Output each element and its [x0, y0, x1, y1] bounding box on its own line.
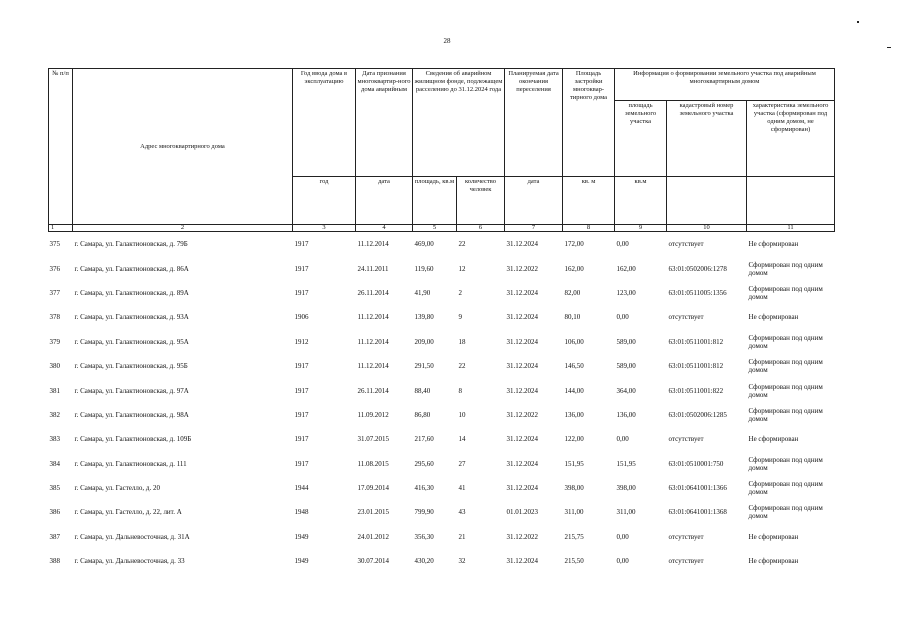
cadastral-number-cell: 63:01:0510001:750 [668, 459, 724, 468]
year-built-cell: 1917 [294, 410, 309, 419]
land-area-cell: 162,00 [616, 264, 636, 273]
emergency-housing-table [48, 68, 835, 573]
land-status-cell: Сформирован под одним домом [748, 406, 823, 423]
emergency-area-cell: 86,80 [414, 410, 431, 419]
land-area-cell: 0,00 [616, 240, 629, 249]
emergency-area-cell: 430,20 [414, 557, 434, 566]
address-cell: г. Самара, ул. Галактионовская, д. 89А [74, 288, 189, 297]
row-number: 380 [49, 362, 60, 371]
residents-count-cell: 32 [458, 557, 466, 566]
unit-people: количество человек [457, 177, 505, 225]
building-area-cell: 215,75 [564, 532, 584, 541]
residents-count-cell: 18 [458, 337, 466, 346]
column-number: 3 [293, 225, 356, 232]
building-area-cell: 122,00 [564, 435, 584, 444]
cadastral-number-cell: 63:01:0502006:1285 [668, 410, 727, 419]
emergency-area-cell: 217,60 [414, 435, 434, 444]
emergency-area-cell: 295,60 [414, 459, 434, 468]
row-number: 388 [49, 557, 60, 566]
building-area-cell: 172,00 [564, 240, 584, 249]
planned-date-cell: 31.12.2022 [506, 410, 539, 419]
building-area-cell: 311,00 [564, 508, 584, 517]
building-area-cell: 151,95 [564, 459, 584, 468]
header-land-status: характеристика земельного участка (сформирован под одним домом, не сформирован) [747, 101, 835, 177]
column-number: 9 [615, 225, 667, 232]
land-status-cell: Не сформирован [748, 313, 799, 322]
cadastral-number-cell: отсутствует [668, 435, 704, 444]
emergency-date-cell: 23.01.2015 [357, 508, 389, 517]
year-built-cell: 1912 [294, 337, 309, 346]
planned-date-cell: 31.12.2024 [506, 240, 539, 249]
year-built-cell: 1944 [294, 484, 309, 493]
row-number: 379 [49, 337, 60, 346]
emergency-date-cell: 11.12.2014 [357, 313, 389, 322]
emergency-date-cell: 11.12.2014 [357, 337, 389, 346]
land-area-cell: 311,00 [616, 508, 636, 517]
table-row [49, 378, 835, 402]
land-area-cell: 123,00 [616, 288, 636, 297]
table-row [49, 427, 835, 451]
emergency-area-cell: 88,40 [414, 386, 431, 395]
unit-date: дата [356, 177, 413, 225]
year-built-cell: 1917 [294, 362, 309, 371]
land-area-cell: 398,00 [616, 484, 636, 493]
land-area-cell: 0,00 [616, 313, 629, 322]
column-number: 1 [49, 225, 73, 232]
emergency-area-cell: 41,90 [414, 288, 431, 297]
table-row [49, 549, 835, 573]
building-area-cell: 144,00 [564, 386, 584, 395]
emergency-area-cell: 209,00 [414, 337, 434, 346]
address-cell: г. Самара, ул. Галактионовская, д. 79Б [74, 240, 188, 249]
address-cell: г. Самара, ул. Галактионовская, д. 86А [74, 264, 189, 273]
address-cell: г. Самара, ул. Галактионовская, д. 97А [74, 386, 189, 395]
land-status-cell: Сформирован под одним домом [748, 382, 823, 399]
land-area-cell: 364,00 [616, 386, 636, 395]
land-status-cell: Не сформирован [748, 240, 799, 249]
table-row [49, 500, 835, 524]
row-number: 384 [49, 459, 60, 468]
column-number: 11 [747, 225, 835, 232]
row-number: 383 [49, 435, 60, 444]
planned-date-cell: 31.12.2024 [506, 386, 539, 395]
year-built-cell: 1917 [294, 288, 309, 297]
column-number-row [49, 225, 835, 232]
table-row [49, 281, 835, 305]
table-row [49, 354, 835, 378]
address-cell: г. Самара, ул. Гастелло, д. 22, лит. А [74, 508, 182, 517]
residents-count-cell: 43 [458, 508, 466, 517]
table-row [49, 305, 835, 329]
year-built-cell: 1948 [294, 508, 309, 517]
address-cell: г. Самара, ул. Гастелло, д. 20 [74, 484, 160, 493]
unit-year: год [293, 177, 356, 225]
cadastral-number-cell: отсутствует [668, 557, 704, 566]
building-area-cell: 106,00 [564, 337, 584, 346]
planned-date-cell: 01.01.2023 [506, 508, 539, 517]
table-row [49, 476, 835, 500]
building-area-cell: 136,00 [564, 410, 584, 419]
address-cell: г. Самара, ул. Галактионовская, д. 109Б [74, 435, 192, 444]
table-row [49, 330, 835, 354]
land-status-cell: Сформирован под одним домом [748, 260, 823, 277]
building-area-cell: 398,00 [564, 484, 584, 493]
row-number: 377 [49, 288, 60, 297]
column-number: 10 [667, 225, 747, 232]
land-area-cell: 0,00 [616, 532, 629, 541]
year-built-cell: 1917 [294, 386, 309, 395]
planned-date-cell: 31.12.2024 [506, 362, 539, 371]
scan-speck [857, 21, 859, 23]
table-row [49, 452, 835, 476]
building-area-cell: 80,10 [564, 313, 581, 322]
land-area-cell: 0,00 [616, 435, 629, 444]
table-body [49, 232, 835, 574]
year-built-cell: 1949 [294, 532, 309, 541]
planned-date-cell: 31.12.2024 [506, 435, 539, 444]
emergency-area-cell: 416,30 [414, 484, 434, 493]
year-built-cell: 1917 [294, 459, 309, 468]
year-built-cell: 1917 [294, 240, 309, 249]
address-cell: г. Самара, ул. Галактионовская, д. 95Б [74, 362, 188, 371]
row-number: 378 [49, 313, 60, 322]
cadastral-number-cell: отсутствует [668, 240, 704, 249]
building-area-cell: 162,00 [564, 264, 584, 273]
emergency-date-cell: 26.11.2014 [357, 386, 389, 395]
emergency-area-cell: 119,60 [414, 264, 434, 273]
planned-date-cell: 31.12.2024 [506, 459, 539, 468]
planned-date-cell: 31.12.2024 [506, 337, 539, 346]
year-built-cell: 1917 [294, 435, 309, 444]
header-building-area: Площадь застройки многоквар-тирного дома [563, 69, 615, 177]
emergency-area-cell: 139,80 [414, 313, 434, 322]
cadastral-number-cell: 63:01:0502006:1278 [668, 264, 727, 273]
table-row [49, 403, 835, 427]
year-built-cell: 1906 [294, 313, 309, 322]
residents-count-cell: 12 [458, 264, 466, 273]
cadastral-number-cell: 63:01:0641001:1368 [668, 508, 727, 517]
land-area-cell: 589,00 [616, 337, 636, 346]
emergency-date-cell: 30.07.2014 [357, 557, 389, 566]
land-area-cell: 0,00 [616, 557, 629, 566]
row-number: 376 [49, 264, 60, 273]
page-number: 28 [443, 37, 451, 45]
land-status-cell: Не сформирован [748, 532, 799, 541]
planned-date-cell: 31.12.2024 [506, 313, 539, 322]
planned-date-cell: 31.12.2024 [506, 557, 539, 566]
emergency-date-cell: 31.07.2015 [357, 435, 389, 444]
residents-count-cell: 41 [458, 484, 466, 493]
column-number: 6 [457, 225, 505, 232]
address-cell: г. Самара, ул. Дальневосточная, д. 33 [74, 557, 185, 566]
planned-date-cell: 31.12.2022 [506, 264, 539, 273]
emergency-date-cell: 11.12.2014 [357, 362, 389, 371]
cadastral-number-cell: 63:01:0511001:812 [668, 337, 724, 346]
planned-date-cell: 31.12.2024 [506, 484, 539, 493]
land-status-cell: Сформирован под одним домом [748, 358, 823, 375]
header-emergency-date: Дата признания многоквартир-ного дома аварийным [356, 69, 413, 177]
scan-speck [887, 47, 891, 48]
row-number: 385 [49, 484, 60, 493]
land-status-cell: Сформирован под одним домом [748, 480, 823, 497]
unit-plan-date: дата [505, 177, 563, 225]
address-cell: г. Самара, ул. Дальневосточная, д. 31А [74, 532, 190, 541]
residents-count-cell: 21 [458, 532, 466, 541]
header-land-info: Информация о формировании земельного участка под аварийным многоквартирным домом [615, 69, 835, 101]
residents-count-cell: 22 [458, 240, 466, 249]
emergency-date-cell: 24.11.2011 [357, 264, 389, 273]
header-cadastral-number: кадастровый номер земельного участка [667, 101, 747, 177]
column-number: 5 [413, 225, 457, 232]
header-year-built: Год ввода дома в эксплуатацию [293, 69, 356, 177]
planned-date-cell: 31.12.2022 [506, 532, 539, 541]
year-built-cell: 1949 [294, 557, 309, 566]
cadastral-number-cell: 63:01:0511005:1356 [668, 288, 727, 297]
address-cell: г. Самара, ул. Галактионовская, д. 98А [74, 410, 189, 419]
residents-count-cell: 22 [458, 362, 466, 371]
year-built-cell: 1917 [294, 264, 309, 273]
residents-count-cell: 27 [458, 459, 466, 468]
table-header [49, 69, 835, 232]
land-status-cell: Сформирован под одним домом [748, 284, 823, 301]
emergency-date-cell: 24.01.2012 [357, 532, 389, 541]
cadastral-number-cell: отсутствует [668, 313, 704, 322]
land-status-cell: Не сформирован [748, 557, 799, 566]
land-status-cell: Сформирован под одним домом [748, 333, 823, 350]
land-area-cell: 589,00 [616, 362, 636, 371]
row-number: 381 [49, 386, 60, 395]
header-emergency-fund: Сведения об аварийном жилищном фонде, подлежащем расселению до 31.12.2024 года [413, 69, 505, 177]
residents-count-cell: 8 [458, 386, 462, 395]
address-cell: г. Самара, ул. Галактионовская, д. 111 [74, 459, 187, 468]
residents-count-cell: 14 [458, 435, 466, 444]
unit-land-area: кв.м [615, 177, 667, 225]
column-number: 8 [563, 225, 615, 232]
table-row [49, 232, 835, 257]
row-number: 375 [49, 240, 60, 249]
row-number: 386 [49, 508, 60, 517]
building-area-cell: 82,00 [564, 288, 581, 297]
cadastral-number-cell: 63:01:0641001:1366 [668, 484, 727, 493]
unit-build-area: кв. м [563, 177, 615, 225]
row-number: 387 [49, 532, 60, 541]
table-row [49, 256, 835, 280]
emergency-date-cell: 17.09.2014 [357, 484, 389, 493]
emergency-area-cell: 799,90 [414, 508, 434, 517]
building-area-cell: 146,50 [564, 362, 584, 371]
emergency-date-cell: 11.12.2014 [357, 240, 389, 249]
header-address: Адрес многоквартирного дома [73, 69, 293, 225]
cadastral-number-cell: отсутствует [668, 532, 704, 541]
residents-count-cell: 10 [458, 410, 466, 419]
emergency-date-cell: 26.11.2014 [357, 288, 389, 297]
residents-count-cell: 9 [458, 313, 462, 322]
column-number: 2 [73, 225, 293, 232]
unit-cadastral [667, 177, 747, 225]
land-status-cell: Не сформирован [748, 435, 799, 444]
header-land-area: площадь земельного участка [615, 101, 667, 177]
header-row-number: № п/п [49, 69, 73, 225]
table-row [49, 525, 835, 549]
land-status-cell: Сформирован под одним домом [748, 504, 823, 521]
residents-count-cell: 2 [458, 288, 462, 297]
address-cell: г. Самара, ул. Галактионовская, д. 93А [74, 313, 189, 322]
row-number: 382 [49, 410, 60, 419]
land-area-cell: 136,00 [616, 410, 636, 419]
unit-status [747, 177, 835, 225]
cadastral-number-cell: 63:01:0511001:822 [668, 386, 724, 395]
emergency-date-cell: 11.09.2012 [357, 410, 389, 419]
land-status-cell: Сформирован под одним домом [748, 455, 823, 472]
planned-date-cell: 31.12.2024 [506, 288, 539, 297]
emergency-date-cell: 11.08.2015 [357, 459, 389, 468]
header-planned-date: Планируемая дата окончания переселения [505, 69, 563, 177]
land-area-cell: 151,95 [616, 459, 636, 468]
emergency-area-cell: 356,30 [414, 532, 434, 541]
cadastral-number-cell: 63:01:0511001:812 [668, 362, 724, 371]
column-number: 7 [505, 225, 563, 232]
building-area-cell: 215,50 [564, 557, 584, 566]
unit-area: площадь, кв.м [413, 177, 457, 225]
address-cell: г. Самара, ул. Галактионовская, д. 95А [74, 337, 189, 346]
emergency-area-cell: 291,50 [414, 362, 434, 371]
column-number: 4 [356, 225, 413, 232]
emergency-area-cell: 469,00 [414, 240, 434, 249]
